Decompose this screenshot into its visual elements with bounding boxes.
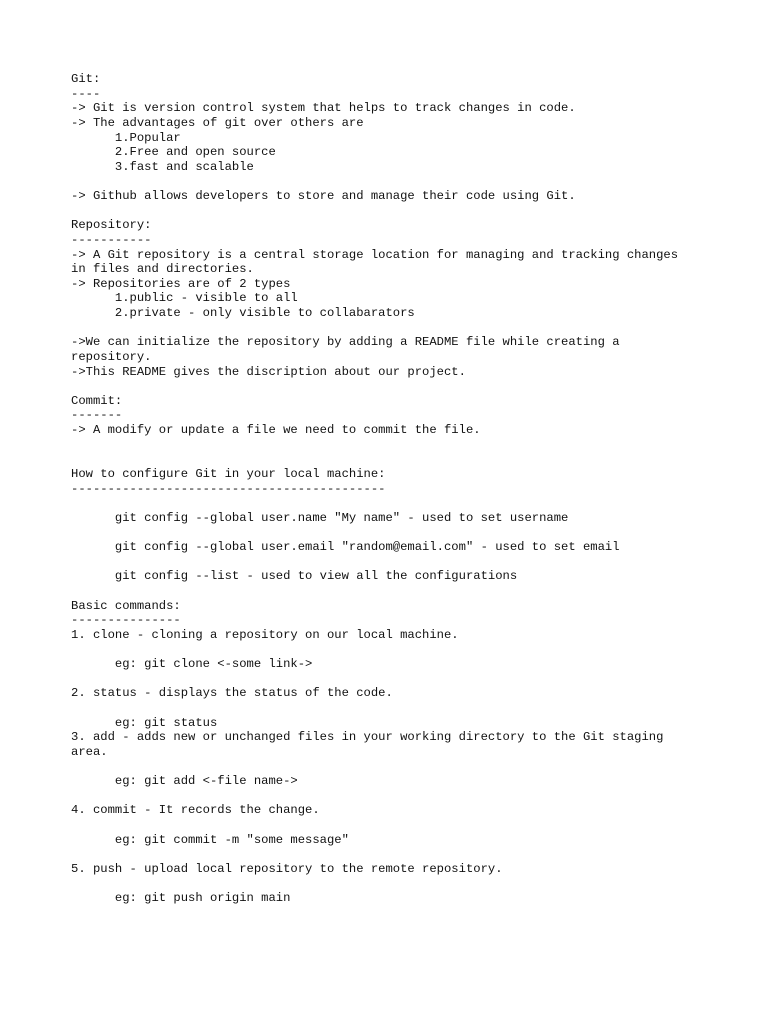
text-line: 1.Popular [71,130,181,145]
blank-line [71,525,711,540]
text-line: 5. push - upload local repository to the remote repository. [71,861,503,876]
blank-line [71,818,711,833]
text-line: --------------- [71,613,181,628]
blank-line [71,379,711,394]
text-line: -> The advantages of git over others are [71,115,364,130]
text-line: eg: git add <-file name-> [71,774,298,788]
text-line: eg: git clone <-some link-> [71,657,313,671]
text-line: 2.private - only visible to collabarators [71,306,415,320]
blank-line [71,642,711,657]
text-line: ------------------------------------------- [71,481,386,496]
blank-line [71,555,711,570]
blank-line [71,438,711,453]
text-line: 2.Free and open source [71,145,276,160]
text-line: repository. [71,349,152,364]
text-line: eg: git commit -m "some message" [71,832,349,847]
text-line: 3.fast and scalable [71,159,254,174]
text-line: eg: git status [71,715,218,730]
text-line: Commit: [71,393,123,408]
text-line: area. [71,744,108,759]
text-line: ------- [71,408,123,423]
blank-line [71,174,711,189]
blank-line [71,672,711,687]
text-line: -> A Git repository is a central storage location for managing and tracking changes [71,247,679,262]
blank-line [71,759,711,774]
text-line: 1. clone - cloning a repository on our local machine. [71,627,459,642]
text-line: 3. add - adds new or unchanged files in your working directory to the Git staging [71,730,664,745]
text-line: -> A modify or update a file we need to commit the file. [71,423,481,437]
text-line: 4. commit - It records the change. [71,803,320,818]
blank-line [71,321,711,336]
text-line: git config --list - used to view all the configurations [71,569,518,584]
text-line: Basic commands: [71,598,181,613]
text-line: -> Git is version control system that helps to track changes in code. [71,101,576,116]
blank-line [71,452,711,467]
text-line: git config --global user.email "random@email.com" - used to set email [71,540,620,554]
blank-line [71,204,711,219]
blank-line [71,876,711,891]
text-line: Repository: [71,218,152,233]
text-line: git config --global user.name "My name" - used to set username [71,510,569,525]
blank-line [71,847,711,862]
text-line: ->We can initialize the repository by adding a README file while creating a [71,335,620,350]
blank-line [71,584,711,599]
text-line: ----------- [71,232,152,247]
text-line: How to configure Git in your local machine: [71,466,386,481]
blank-line [71,701,711,716]
blank-line [71,789,711,804]
text-line: 2. status - displays the status of the code. [71,686,393,701]
document-text [71,72,711,906]
text-line: Git: [71,72,101,86]
text-line: ---- [71,86,101,101]
text-line: eg: git push origin main [71,891,291,905]
text-line: -> Github allows developers to store and manage their code using Git. [71,189,576,203]
text-line: in files and directories. [71,262,254,277]
text-line: 1.public - visible to all [71,291,298,306]
text-line: ->This README gives the discription about our project. [71,364,466,379]
blank-line [71,496,711,511]
text-line: -> Repositories are of 2 types [71,276,291,291]
